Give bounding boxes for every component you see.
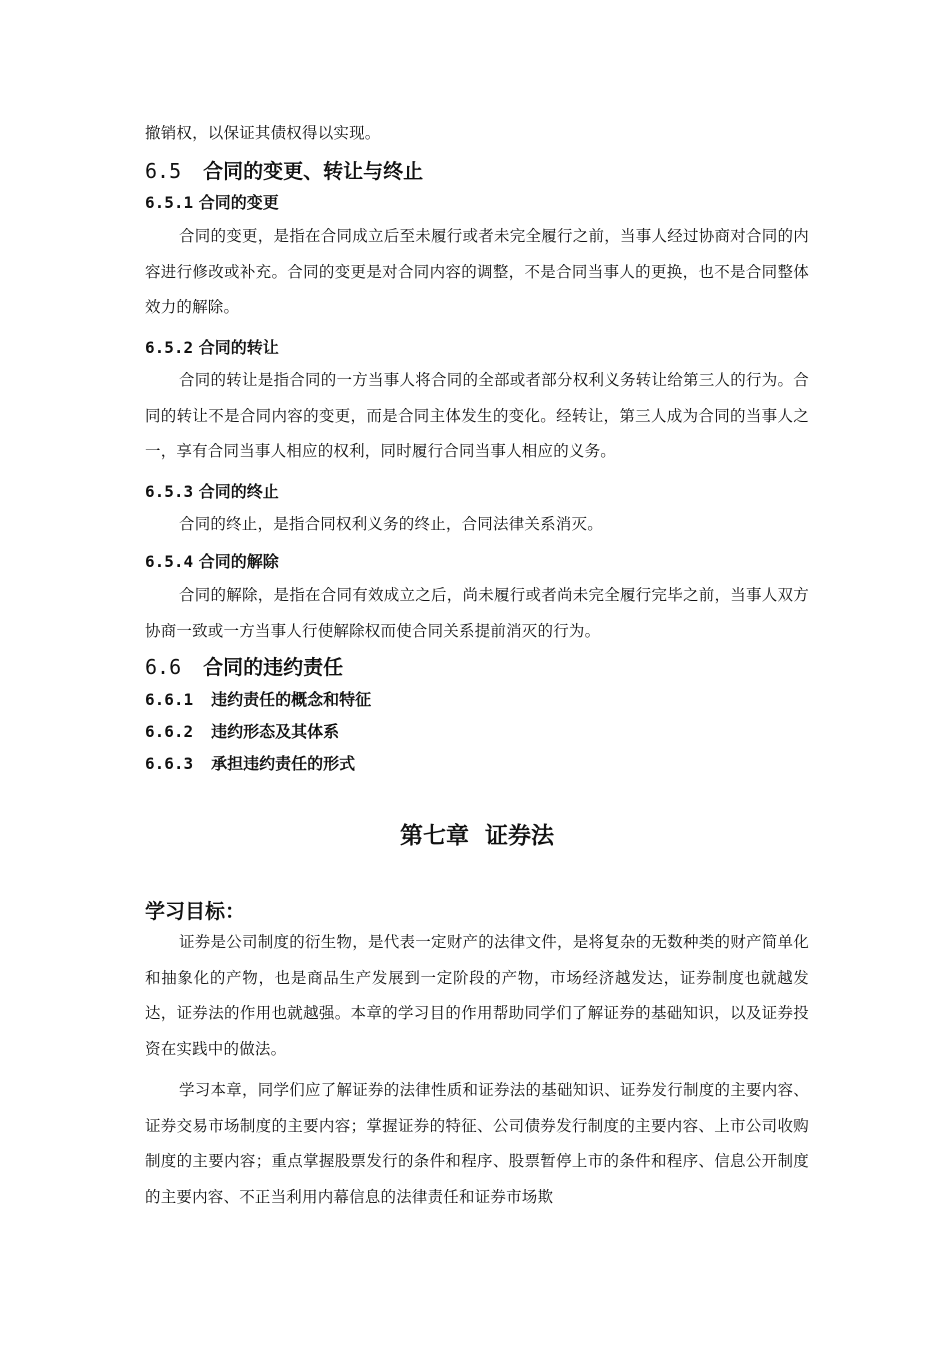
section-6-5-2-paragraph: 合同的转让是指合同的一方当事人将合同的全部或者部分权利义务转让给第三人的行为。合同的转让不是合同内容的变更，而是合同主体发生的变化。经转让，第三人成为合同的当事人之一，享有合同当事人相应的权利，同时履行合同当事人相应的义务。 [145,371,809,460]
section-title: 合同的变更 [198,193,279,212]
section-number: 6.6.1 [145,690,194,709]
section-title: 合同的违约责任 [203,655,344,679]
section-6-5-3-heading [145,480,809,504]
section-6-6-heading [145,653,809,681]
section-number: 6.5.4 [145,552,194,571]
section-6-5-heading [145,157,809,185]
section-title: 合同的变更、转让与终止 [203,159,424,183]
section-number: 6.5.1 [145,193,194,212]
section-6-6-3-heading [145,752,809,776]
section-6-6-2-heading [145,720,809,744]
section-6-5-3-paragraph: 合同的终止，是指合同权利义务的终止，合同法律关系消灭。 [179,515,603,533]
section-title: 合同的转让 [198,338,279,357]
section-6-5-1-paragraph: 合同的变更，是指在合同成立后至未履行或者未完全履行之前，当事人经过协商对合同的内容进行修改或补充。合同的变更是对合同内容的调整，不是合同当事人的更换，也不是合同整体效力的解除。 [145,227,809,316]
chapter-title: 第七章 证券法 [399,823,554,849]
section-6-5-4-paragraph: 合同的解除，是指在合同有效成立之后，尚未履行或者尚未完全履行完毕之前，当事人双方协商一致或一方当事人行使解除权而使合同关系提前消灭的行为。 [145,586,809,640]
learning-goals-paragraph-1: 证券是公司制度的衍生物，是代表一定财产的法律文件，是将复杂的无数种类的财产简单化和抽象化的产物，也是商品生产发展到一定阶段的产物，市场经济越发达，证券制度也就越发达，证券法的作用也就越强。本章的学习目的作用帮助同学们了解证券的基础知识，以及证券投资在实践中的做法。 [145,933,809,1058]
section-number: 6.6.3 [145,754,194,773]
section-number: 6.6 [145,655,182,679]
section-title: 违约形态及其体系 [211,722,340,741]
section-6-5-4-heading [145,550,809,574]
section-6-5-2-heading [145,336,809,360]
section-6-6-1-heading [145,688,809,712]
section-number: 6.5.2 [145,338,194,357]
section-number: 6.5.3 [145,482,194,501]
lead-paragraph: 撤销权，以保证其债权得以实现。 [145,124,381,142]
section-title: 合同的解除 [198,552,279,571]
section-title: 违约责任的概念和特征 [211,690,372,709]
learning-goals-paragraph-2: 学习本章，同学们应了解证券的法律性质和证券法的基础知识、证券发行制度的主要内容、证券交易市场制度的主要内容；掌握证券的特征、公司债券发行制度的主要内容、上市公司收购制度的主要内容；重点掌握股票发行的条件和程序、股票暂停上市的条件和程序、信息公开制度的主要内容、不正当利用内幕信息的法律责任和证券市场欺 [145,1081,809,1206]
section-number: 6.5 [145,159,182,183]
section-title: 承担违约责任的形式 [211,754,356,773]
section-number: 6.6.2 [145,722,194,741]
section-6-5-1-heading [145,191,809,215]
section-title: 合同的终止 [198,482,279,501]
learning-goals-heading: 学习目标： [145,899,245,923]
